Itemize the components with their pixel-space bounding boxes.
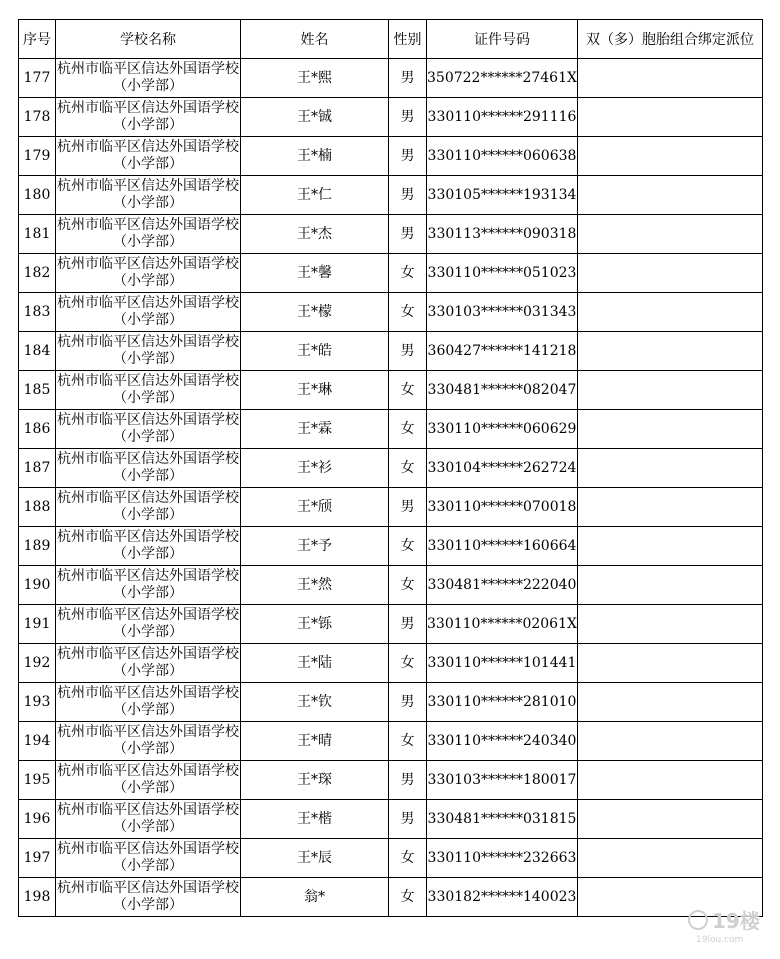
cell-school: 杭州市临平区信达外国语学校（小学部） <box>56 761 241 800</box>
cell-twin-binding <box>577 722 762 761</box>
cell-twin-binding <box>577 176 762 215</box>
cell-index: 183 <box>19 293 56 332</box>
cell-id-number: 330481******031815 <box>427 800 578 839</box>
cell-gender: 女 <box>389 644 427 683</box>
cell-twin-binding <box>577 605 762 644</box>
cell-id-number: 330110******060629 <box>427 410 578 449</box>
cell-gender: 女 <box>389 566 427 605</box>
header-twin-binding: 双（多）胞胎组合绑定派位 <box>577 20 762 59</box>
cell-school: 杭州市临平区信达外国语学校（小学部） <box>56 878 241 917</box>
cell-name: 王*晴 <box>241 722 389 761</box>
cell-index: 198 <box>19 878 56 917</box>
cell-gender: 女 <box>389 254 427 293</box>
cell-twin-binding <box>577 59 762 98</box>
header-gender: 性别 <box>389 20 427 59</box>
cell-name: 翁* <box>241 878 389 917</box>
cell-index: 190 <box>19 566 56 605</box>
cell-school: 杭州市临平区信达外国语学校（小学部） <box>56 371 241 410</box>
cell-index: 197 <box>19 839 56 878</box>
cell-school: 杭州市临平区信达外国语学校（小学部） <box>56 176 241 215</box>
watermark-domain-text: 19lou.com <box>696 935 744 945</box>
cell-name: 王*颀 <box>241 488 389 527</box>
cell-twin-binding <box>577 332 762 371</box>
header-school: 学校名称 <box>56 20 241 59</box>
cell-index: 192 <box>19 644 56 683</box>
cell-index: 187 <box>19 449 56 488</box>
table-row <box>19 527 763 566</box>
cell-twin-binding <box>577 98 762 137</box>
cell-id-number: 330105******193134 <box>427 176 578 215</box>
cell-twin-binding <box>577 683 762 722</box>
cell-school: 杭州市临平区信达外国语学校（小学部） <box>56 527 241 566</box>
cell-name: 王*皓 <box>241 332 389 371</box>
cell-school: 杭州市临平区信达外国语学校（小学部） <box>56 722 241 761</box>
cell-index: 196 <box>19 800 56 839</box>
cell-gender: 女 <box>389 410 427 449</box>
cell-gender: 女 <box>389 371 427 410</box>
cell-gender: 男 <box>389 488 427 527</box>
cell-name: 王*陆 <box>241 644 389 683</box>
header-name: 姓名 <box>241 20 389 59</box>
cell-twin-binding <box>577 293 762 332</box>
cell-id-number: 330481******222040 <box>427 566 578 605</box>
cell-gender: 男 <box>389 605 427 644</box>
cell-school: 杭州市临平区信达外国语学校（小学部） <box>56 488 241 527</box>
cell-school: 杭州市临平区信达外国语学校（小学部） <box>56 800 241 839</box>
cell-school: 杭州市临平区信达外国语学校（小学部） <box>56 839 241 878</box>
table-row <box>19 449 763 488</box>
cell-school: 杭州市临平区信达外国语学校（小学部） <box>56 566 241 605</box>
table-row <box>19 878 763 917</box>
cell-school: 杭州市临平区信达外国语学校（小学部） <box>56 98 241 137</box>
header-id-number: 证件号码 <box>427 20 578 59</box>
cell-gender: 男 <box>389 215 427 254</box>
cell-gender: 男 <box>389 683 427 722</box>
cell-twin-binding <box>577 371 762 410</box>
table-row <box>19 137 763 176</box>
cell-id-number: 330110******240340 <box>427 722 578 761</box>
cell-gender: 男 <box>389 59 427 98</box>
cell-name: 王*琳 <box>241 371 389 410</box>
cell-index: 185 <box>19 371 56 410</box>
cell-school: 杭州市临平区信达外国语学校（小学部） <box>56 449 241 488</box>
cell-gender: 女 <box>389 527 427 566</box>
table-row <box>19 176 763 215</box>
cell-name: 王*馨 <box>241 254 389 293</box>
cell-name: 王*仁 <box>241 176 389 215</box>
cell-twin-binding <box>577 800 762 839</box>
cell-name: 王*铖 <box>241 98 389 137</box>
cell-index: 177 <box>19 59 56 98</box>
cell-id-number: 330481******082047 <box>427 371 578 410</box>
cell-index: 189 <box>19 527 56 566</box>
cell-name: 王*檬 <box>241 293 389 332</box>
cell-id-number: 330182******140023 <box>427 878 578 917</box>
cell-id-number: 330110******232663 <box>427 839 578 878</box>
cell-twin-binding <box>577 449 762 488</box>
cell-gender: 女 <box>389 839 427 878</box>
cell-twin-binding <box>577 254 762 293</box>
cell-school: 杭州市临平区信达外国语学校（小学部） <box>56 644 241 683</box>
cell-gender: 男 <box>389 332 427 371</box>
table-row <box>19 839 763 878</box>
table-row <box>19 371 763 410</box>
cell-id-number: 330110******070018 <box>427 488 578 527</box>
cell-index: 195 <box>19 761 56 800</box>
cell-school: 杭州市临平区信达外国语学校（小学部） <box>56 410 241 449</box>
table-row <box>19 410 763 449</box>
cell-twin-binding <box>577 761 762 800</box>
table-row <box>19 332 763 371</box>
table-header-row <box>19 20 763 59</box>
cell-name: 王*铄 <box>241 605 389 644</box>
cell-index: 193 <box>19 683 56 722</box>
cell-id-number: 330110******291116 <box>427 98 578 137</box>
cell-school: 杭州市临平区信达外国语学校（小学部） <box>56 215 241 254</box>
table-row <box>19 98 763 137</box>
cell-name: 王*衫 <box>241 449 389 488</box>
table-row <box>19 644 763 683</box>
cell-school: 杭州市临平区信达外国语学校（小学部） <box>56 293 241 332</box>
table-row <box>19 800 763 839</box>
table-row <box>19 761 763 800</box>
student-table <box>18 19 763 917</box>
cell-twin-binding <box>577 137 762 176</box>
cell-index: 181 <box>19 215 56 254</box>
watermark-logo-text: 19楼 <box>712 909 760 933</box>
cell-twin-binding <box>577 644 762 683</box>
cell-gender: 女 <box>389 878 427 917</box>
cell-id-number: 330103******180017 <box>427 761 578 800</box>
cell-index: 194 <box>19 722 56 761</box>
cell-index: 178 <box>19 98 56 137</box>
table-row <box>19 566 763 605</box>
cell-id-number: 330110******051023 <box>427 254 578 293</box>
watermark-circle-icon <box>689 911 707 929</box>
cell-name: 王*楠 <box>241 137 389 176</box>
cell-gender: 女 <box>389 722 427 761</box>
cell-name: 王*予 <box>241 527 389 566</box>
header-index: 序号 <box>19 20 56 59</box>
cell-gender: 男 <box>389 137 427 176</box>
table-row <box>19 293 763 332</box>
table-body <box>19 59 763 917</box>
cell-name: 王*霖 <box>241 410 389 449</box>
table-row <box>19 254 763 293</box>
table-row <box>19 605 763 644</box>
cell-name: 王*楷 <box>241 800 389 839</box>
cell-school: 杭州市临平区信达外国语学校（小学部） <box>56 254 241 293</box>
cell-name: 王*熙 <box>241 59 389 98</box>
cell-id-number: 330110******101441 <box>427 644 578 683</box>
cell-index: 184 <box>19 332 56 371</box>
cell-school: 杭州市临平区信达外国语学校（小学部） <box>56 59 241 98</box>
cell-id-number: 330110******060638 <box>427 137 578 176</box>
table-row <box>19 683 763 722</box>
cell-twin-binding <box>577 566 762 605</box>
cell-index: 191 <box>19 605 56 644</box>
cell-id-number: 360427******141218 <box>427 332 578 371</box>
table-row <box>19 722 763 761</box>
cell-twin-binding <box>577 410 762 449</box>
cell-name: 王*钦 <box>241 683 389 722</box>
cell-id-number: 330103******031343 <box>427 293 578 332</box>
cell-id-number: 330110******160664 <box>427 527 578 566</box>
cell-gender: 女 <box>389 449 427 488</box>
cell-id-number: 330104******262724 <box>427 449 578 488</box>
cell-index: 186 <box>19 410 56 449</box>
table-row <box>19 488 763 527</box>
cell-index: 179 <box>19 137 56 176</box>
table-row <box>19 59 763 98</box>
table-row <box>19 215 763 254</box>
cell-index: 188 <box>19 488 56 527</box>
cell-index: 182 <box>19 254 56 293</box>
cell-twin-binding <box>577 215 762 254</box>
cell-id-number: 330110******02061X <box>427 605 578 644</box>
cell-school: 杭州市临平区信达外国语学校（小学部） <box>56 683 241 722</box>
cell-school: 杭州市临平区信达外国语学校（小学部） <box>56 332 241 371</box>
cell-school: 杭州市临平区信达外国语学校（小学部） <box>56 137 241 176</box>
cell-gender: 男 <box>389 761 427 800</box>
cell-name: 王*琛 <box>241 761 389 800</box>
cell-gender: 男 <box>389 176 427 215</box>
cell-gender: 男 <box>389 98 427 137</box>
cell-name: 王*辰 <box>241 839 389 878</box>
cell-id-number: 350722******27461X <box>427 59 578 98</box>
site-watermark-logo <box>688 905 760 945</box>
cell-name: 王*杰 <box>241 215 389 254</box>
cell-school: 杭州市临平区信达外国语学校（小学部） <box>56 605 241 644</box>
cell-name: 王*然 <box>241 566 389 605</box>
cell-gender: 女 <box>389 293 427 332</box>
cell-id-number: 330110******281010 <box>427 683 578 722</box>
cell-twin-binding <box>577 839 762 878</box>
cell-index: 180 <box>19 176 56 215</box>
cell-gender: 男 <box>389 800 427 839</box>
cell-twin-binding <box>577 527 762 566</box>
cell-id-number: 330113******090318 <box>427 215 578 254</box>
cell-twin-binding <box>577 488 762 527</box>
